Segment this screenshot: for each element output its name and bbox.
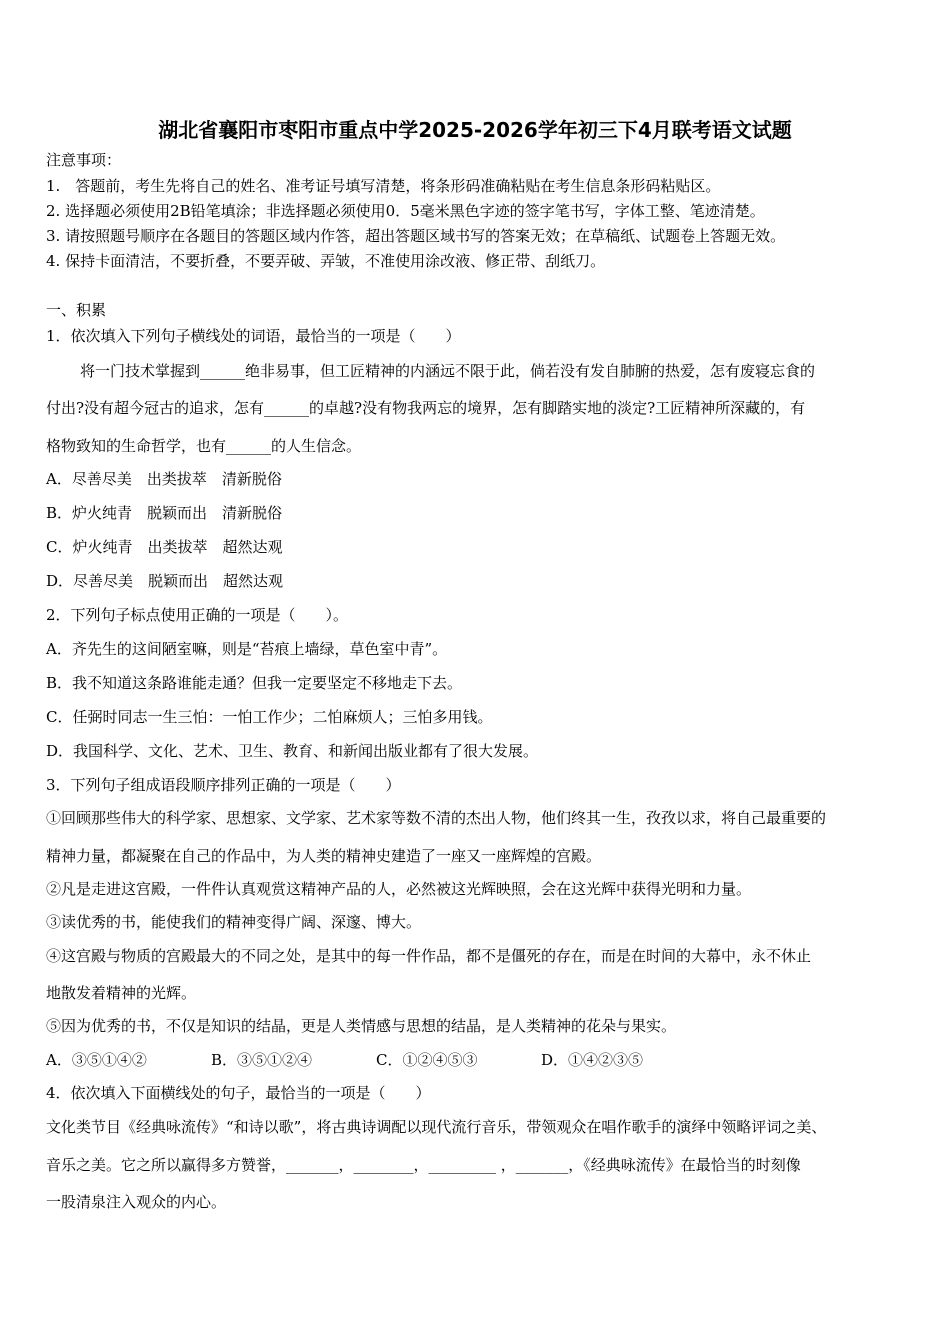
notice-item: 2. 选择题必须使用2B铅笔填涂；非选择题必须使用0．5毫米黑色字迹的签字笔书写，字体工整、笔迹清楚。 (46, 202, 765, 220)
q1-passage-line: 付出?没有超今冠古的追求，怎有______的卓越?没有物我两忘的境界，怎有脚踏实地的淡定?工匠精神所深藏的，有 (46, 399, 806, 417)
q1-passage-line: 将一门技术掌握到______绝非易事，但工匠精神的内涵远不限于此，倘若没有发自肺腑的热爱，怎有废寝忘食的 (80, 362, 816, 380)
q2-option-b: B．我不知道这条路谁能走通？但我一定要坚定不移地走下去。 (46, 674, 463, 692)
q3-sentence: ①回顾那些伟大的科学家、思想家、文学家、艺术家等数不清的杰出人物，他们终其一生，孜孜以求，将自己最重要的 (46, 809, 827, 827)
q3-option-d: D．①④②③⑤ (541, 1051, 644, 1069)
notice-item: 4. 保持卡面清洁，不要折叠，不要弄破、弄皱，不准使用涂改液、修正带、刮纸刀。 (46, 252, 606, 270)
q2-option-a: A．齐先生的这间陋室嘛，则是“苔痕上墙绿，草色室中青”。 (46, 640, 448, 658)
notice-item: 3. 请按照题号顺序在各题目的答题区域内作答，超出答题区域书写的答案无效；在草稿纸、试题卷上答题无效。 (46, 227, 786, 245)
q1-option-b: B．炉火纯青 脱颖而出 清新脱俗 (46, 504, 283, 522)
q3-option-a: A．③⑤①④② (46, 1051, 147, 1069)
question-2-stem: 2．下列句子标点使用正确的一项是（ ）。 (46, 606, 349, 624)
q4-passage-line: 文化类节目《经典咏流传》“和诗以歌”，将古典诗调配以现代流行音乐，带领观众在唱作歌手的演绎中领略评词之美、 (46, 1118, 827, 1136)
question-4-stem: 4．依次填入下面横线处的句子，最恰当的一项是（ ） (46, 1084, 431, 1102)
question-3-stem: 3．下列句子组成语段顺序排列正确的一项是（ ） (46, 776, 401, 794)
q2-option-d: D．我国科学、文化、艺术、卫生、教育、和新闻出版业都有了很大发展。 (46, 742, 539, 760)
q1-option-c: C．炉火纯青 出类拔萃 超然达观 (46, 538, 283, 556)
q4-passage-line: 一股清泉注入观众的内心。 (46, 1193, 227, 1211)
q3-option-c: C．①②④⑤③ (376, 1051, 478, 1069)
q1-option-d: D．尽善尽美 脱颖而出 超然达观 (46, 572, 284, 590)
q3-sentence: ③读优秀的书，能使我们的精神变得广阔、深邃、博大。 (46, 913, 422, 931)
notice-item: 1. 答题前，考生先将自己的姓名、准考证号填写清楚，将条形码准确粘贴在考生信息条形码粘贴区。 (46, 177, 721, 195)
q1-option-a: A．尽善尽美 出类拔萃 清新脱俗 (46, 470, 282, 488)
notice-heading: 注意事项： (46, 151, 122, 169)
section-heading: 一、积累 (46, 301, 107, 319)
question-1-stem: 1．依次填入下列句子横线处的词语，最恰当的一项是（ ） (46, 327, 461, 345)
q2-option-c: C．任弼时同志一生三怕：一怕工作少；二怕麻烦人；三怕多用钱。 (46, 708, 493, 726)
q3-sentence: 地散发着精神的光辉。 (46, 984, 197, 1002)
q3-sentence: ②凡是走进这宫殿，一件件认真观赏这精神产品的人，必然被这光辉映照，会在这光辉中获得光明和力量。 (46, 880, 752, 898)
q4-passage-line: 音乐之美。它之所以赢得多方赞誉，_______，________，_________ ，_______，《经典咏流传》在最恰当的时刻像 (46, 1156, 801, 1174)
q3-options (46, 1050, 706, 1070)
q3-sentence: ⑤因为优秀的书，不仅是知识的结晶，更是人类情感与思想的结晶，是人类精神的花朵与果实。 (46, 1017, 677, 1035)
q3-sentence: 精神力量，都凝聚在自己的作品中，为人类的精神史建造了一座又一座辉煌的宫殿。 (46, 847, 602, 865)
q3-option-b: B．③⑤①②④ (211, 1051, 313, 1069)
q3-sentence: ④这宫殿与物质的宫殿最大的不同之处，是其中的每一件作品，都不是僵死的存在，而是在时间的大幕中，永不休止 (46, 947, 812, 965)
q1-passage-line: 格物致知的生命哲学，也有______的人生信念。 (46, 437, 362, 455)
exam-title: 湖北省襄阳市枣阳市重点中学2025-2026学年初三下4月联考语文试题 (158, 118, 792, 142)
